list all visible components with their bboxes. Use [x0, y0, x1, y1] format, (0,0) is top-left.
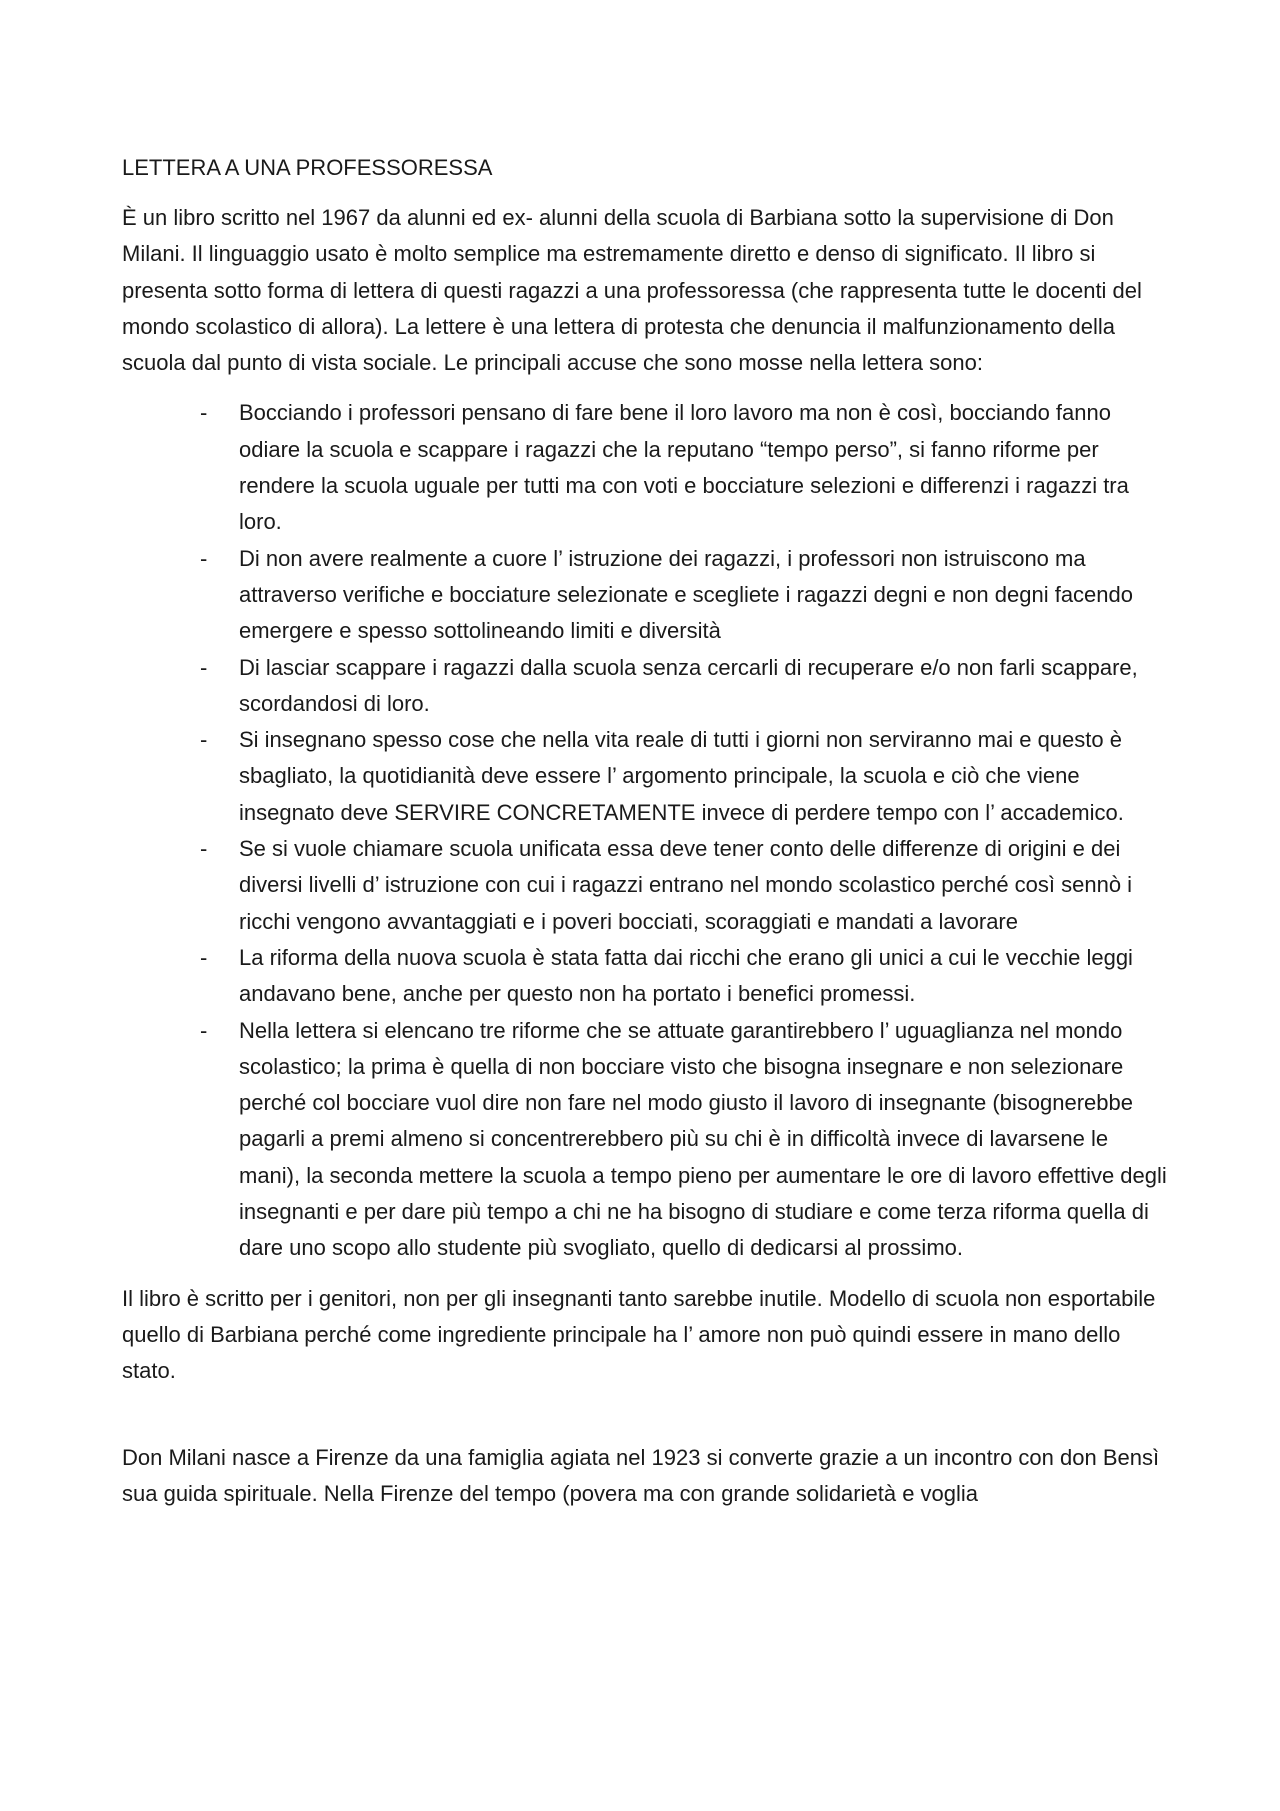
closing-paragraph: Il libro è scritto per i genitori, non per gli insegnanti tanto sarebbe inutile. Modello di scuola non esportabile quello di Barbiana perché come ingrediente principale ha l’ amore non può quindi essere in mano dello stato. [122, 1285, 1156, 1384]
list-item [122, 541, 1172, 650]
list-item [122, 650, 1172, 723]
list-item-text: La riforma della nuova scuola è stata fatta dai ricchi che erano gli unici a cui le vecchie leggi andavano bene, anche per questo non ha portato i benefici promessi. [239, 944, 1133, 1007]
bullet-marker: - [200, 545, 208, 571]
document-page [122, 150, 1172, 1526]
bullet-marker: - [200, 944, 208, 970]
bullet-marker: - [200, 400, 208, 426]
list-item-text: Se si vuole chiamare scuola unificata essa deve tener conto delle differenze di origini e dei diversi livelli d’ istruzione con cui i ragazzi entrano nel mondo scolastico perché così sennò i ricchi vengono avvantaggiati e i poveri bocciati, scoraggiati e mandati a lavorare [239, 836, 1133, 934]
bullet-marker: - [200, 836, 208, 862]
list-item-text: Bocciando i professori pensano di fare bene il loro lavoro ma non è così, bocciando fanno odiare la scuola e scappare i ragazzi che la reputano “tempo perso”, si fanno riforme per rendere la scuola uguale per tutti ma con voti e bocciature selezioni e differenzi i ragazzi tra loro. [239, 400, 1129, 535]
blank-line [122, 1404, 1172, 1440]
list-item-text: Di non avere realmente a cuore l’ istruzione dei ragazzi, i professori non istruiscono ma attraverso verifiche e bocciature selezionate e scegliete i ragazzi degni e non degni facendo emergere e spesso sottolineando limiti e diversità [239, 545, 1133, 644]
intro-paragraph: È un libro scritto nel 1967 da alunni ed ex- alunni della scuola di Barbiana sotto la supervisione di Don Milani. Il linguaggio usato è molto semplice ma estremamente diretto e denso di significato. Il libro si presenta sotto forma di lettera di questi ragazzi a una professoressa (che rappresenta tutte le docenti del mondo scolastico di allora). La lettere è una lettera di protesta che denuncia il malfunzionamento della scuola dal punto di vista sociale. Le principali accuse che sono mosse nella lettera sono: [122, 205, 1142, 376]
list-item-text: Di lasciar scappare i ragazzi dalla scuola senza cercarli di recuperare e/o non farli scappare, scordandosi di loro. [239, 654, 1138, 716]
bullet-marker: - [200, 654, 208, 680]
list-item [122, 831, 1172, 940]
bullet-marker: - [200, 727, 208, 753]
list-item [122, 722, 1172, 831]
milani-paragraph: Don Milani nasce a Firenze da una famiglia agiata nel 1923 si converte grazie a un incontro con don Bensì sua guida spirituale. Nella Firenze del tempo (povera ma con grande solidarietà e voglia [122, 1444, 1160, 1506]
list-item [122, 395, 1172, 540]
document-title: LETTERA A UNA PROFESSORESSA [122, 155, 493, 180]
list-item-text: Si insegnano spesso cose che nella vita reale di tutti i giorni non serviranno mai e questo è sbagliato, la quotidianità deve essere l’ argomento principale, la scuola e ciò che viene insegnato deve SERVIRE CONCRETAMENTE invece di perdere tempo con l’ accademico. [239, 727, 1124, 825]
accusations-list [122, 395, 1172, 1266]
list-item [122, 1013, 1172, 1267]
bullet-marker: - [200, 1017, 208, 1043]
list-item-text: Nella lettera si elencano tre riforme che se attuate garantirebbero l’ uguaglianza nel mondo scolastico; la prima è quella di non bocciare visto che bisogna insegnare e non selezionare perché col bocciare vuol dire non fare nel modo giusto il lavoro di insegnante (bisognerebbe pagarli a premi almeno si concentrerebbero più su chi è in difficoltà invece di lavarsene le mani), la seconda mettere la scuola a tempo pieno per aumentare le ore di lavoro effettive degli insegnanti e per dare più tempo a chi ne ha bisogno di studiare e come terza riforma quella di dare uno scopo allo studente più svogliato, quello di dedicarsi al prossimo. [239, 1017, 1167, 1261]
list-item [122, 940, 1172, 1013]
